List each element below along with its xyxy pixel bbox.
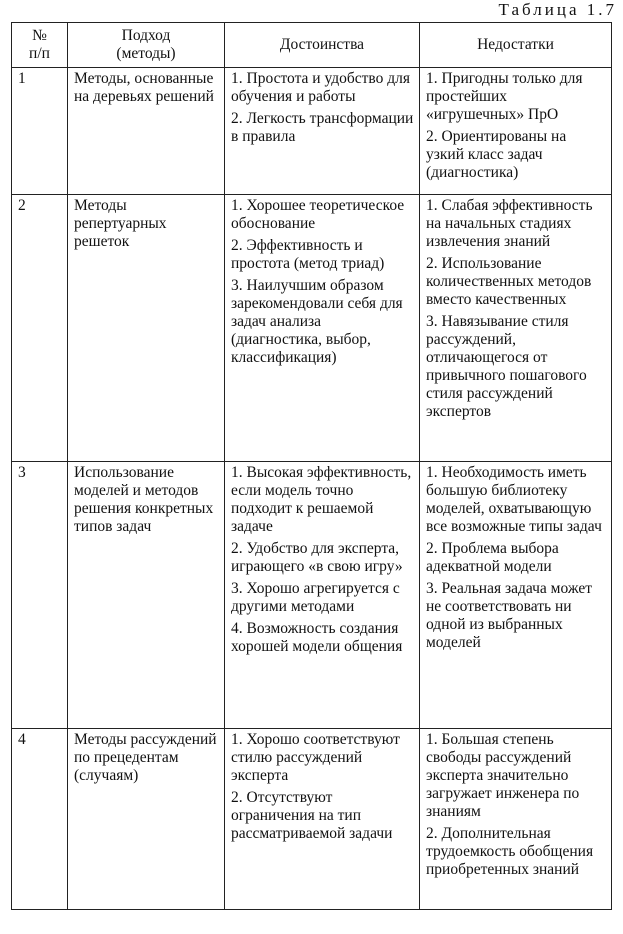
pros-item: 2. Эффективность и простота (метод триад) [231,237,385,272]
approach-cell: Методы репертуарных решеток [68,195,225,462]
header-number: № п/п [12,23,68,68]
header-pros: Достоинства [225,23,420,68]
row-number: 1 [12,68,68,195]
pros-item: 1. Хорошо соответствуют стилю рассуждений эксперта [231,731,400,784]
header-approach: Подход (методы) [68,23,225,68]
row-number: 4 [12,729,68,910]
cons-item: 1. Слабая эффективность на начальных стадиях извлечения знаний [426,197,593,250]
pros-item: 4. Возможность создания хорошей модели общения [231,620,403,655]
table-row [12,195,612,462]
cons-item: 2. Ориентированы на узкий класс задач (диагностика) [426,128,567,181]
comparison-table [11,22,612,910]
cons-cell [420,68,612,195]
row-number: 3 [12,462,68,729]
pros-item: 1. Хорошее теоретическое обоснование [231,197,405,232]
cons-cell [420,195,612,462]
header-row [12,23,612,68]
pros-item: 2. Легкость трансформации в правила [231,110,414,145]
cons-cell [420,462,612,729]
approach-cell: Методы рассуждений по прецедентам (случаям) [68,729,225,910]
pros-item: 2. Удобство для эксперта, играющего «в свою игру» [231,540,403,575]
table-caption: Таблица 1.7 [498,0,617,19]
pros-item: 2. Отсутствуют ограничения на тип рассматриваемой задачи [231,789,393,842]
pros-cell [225,195,420,462]
cons-item: 1. Большая степень свободы рассуждений эксперта значительно загружает инженера по знаниям [426,731,580,820]
pros-cell [225,462,420,729]
approach-cell: Использование моделей и методов решения конкретных типов задач [68,462,225,729]
cons-item: 2. Использование количественных методов вместо качественных [426,255,592,308]
pros-cell [225,729,420,910]
cons-cell [420,729,612,910]
header-cons: Недостатки [420,23,612,68]
cons-item: 1. Необходимость иметь большую библиотеку моделей, охватывающую все возможные типы задач [426,464,602,535]
cons-item: 1. Пригодны только для простейших «игрушечных» ПрО [426,70,583,123]
pros-item: 1. Простота и удобство для обучения и работы [231,70,410,105]
table-row [12,462,612,729]
cons-item: 3. Реальная задача может не соответствовать ни одной из выбранных моделей [426,580,593,651]
pros-item: 1. Высокая эффективность, если модель точно подходит к решаемой задаче [231,464,412,535]
pros-cell [225,68,420,195]
cons-item: 2. Дополнительная трудоемкость обобщения приобретенных знаний [426,825,594,878]
cons-item: 3. Навязывание стиля рассуждений, отличающегося от привычного пошагового стиля рассуждений экспертов [426,313,587,420]
row-number: 2 [12,195,68,462]
table-row [12,729,612,910]
cons-item: 2. Проблема выбора адекватной модели [426,540,559,575]
approach-cell: Методы, основанные на деревьях решений [68,68,225,195]
pros-item: 3. Хорошо агрегируется с другими методами [231,580,400,615]
table-row [12,68,612,195]
pros-item: 3. Наилучшим образом зарекомендовали себя для задач анализа (диагностика, выбор, классификация) [231,277,403,366]
